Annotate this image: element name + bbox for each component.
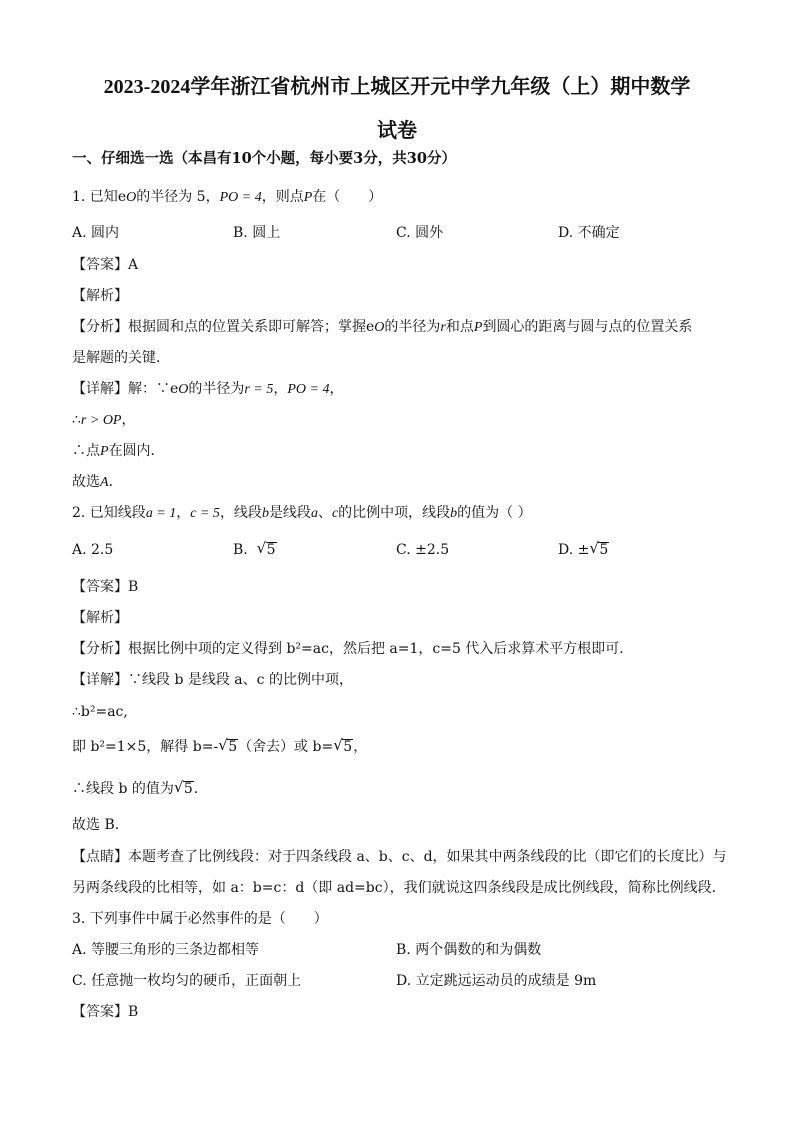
q2-option-b: B. √ 5	[233, 541, 277, 559]
q2-jiexi: 【解析】	[72, 610, 128, 626]
q2-xiangjie: 【详解】∵线段 b 是线段 a、c 的比例中项，	[72, 672, 353, 688]
sqrt-symbol: √ 5	[589, 541, 609, 559]
q2-option-d: D. ±√ 5	[558, 541, 609, 559]
q1-option-d: D. 不确定	[558, 225, 620, 241]
q1-conclusion: 故选A．	[72, 474, 123, 490]
q2-fenxi: 【分析】根据比例中项的定义得到 b²=ac，然后把 a=1，c=5 代入后求算术平方根即可．	[72, 641, 634, 657]
q1-jiexi: 【解析】	[72, 288, 128, 304]
document-title-line1: 2023-2024学年浙江省杭州市上城区开元中学九年级（上）期中数学	[103, 76, 691, 98]
q2-conclusion: 故选 B．	[72, 817, 129, 833]
section-heading: 一、仔细选一选（本昌有10个小题，每小要3分，共30分）	[72, 150, 456, 167]
q2-step2: 即 b²=1×5，解得 b=-√ 5（舍去）或 b=√ 5，	[72, 738, 367, 756]
q1-step2: ∴点P在圆内．	[72, 443, 165, 459]
document-title-line2: 试卷	[377, 120, 417, 142]
q2-stem: 2. 已知线段a = 1，c = 5，线段b是线段a、c的比例中项，线段b的值为（ ）	[72, 505, 532, 521]
q1-fenxi: 【分析】根据圆和点的位置关系即可解答；掌握eO的半径为r和点P到圆心的距离与圆与点的位置关系	[72, 319, 693, 335]
q3-option-c: C. 任意抛一枚均匀的硬币，正面朝上	[72, 973, 302, 989]
q2-answer: 【答案】B	[72, 579, 139, 595]
q2-option-c: C. ±2.5	[396, 542, 450, 558]
q3-option-d: D. 立定跳远运动员的成绩是 9m	[396, 973, 597, 989]
q1-option-c: C. 圆外	[396, 225, 444, 241]
q3-option-a: A. 等腰三角形的三条边都相等	[72, 942, 260, 958]
q2-step1: ∴b²=ac,	[72, 704, 128, 720]
q1-xiangjie: 【详解】解：∵eO的半径为r = 5，PO = 4，	[72, 381, 344, 397]
q1-answer: 【答案】A	[72, 257, 139, 273]
q1-step1: ∴r > OP，	[72, 412, 136, 428]
sqrt-symbol: √ 5	[174, 780, 194, 798]
q1-fenxi-line2: 是解题的关键．	[72, 350, 170, 366]
q1-stem: 1. 已知eO的半径为 5，PO = 4，则点P在（ ）	[72, 189, 383, 205]
sqrt-symbol: √ 5	[257, 541, 277, 559]
sqrt-symbol: √ 5	[218, 738, 238, 756]
q1-option-b: B. 圆上	[233, 225, 281, 241]
q3-option-b: B. 两个偶数的和为偶数	[396, 942, 542, 958]
q2-step3: ∴线段 b 的值为√ 5．	[72, 780, 208, 798]
sqrt-symbol: √ 5	[333, 738, 353, 756]
q2-option-a: A. 2.5	[72, 542, 114, 558]
q2-dianjing-line1: 【点睛】本题考查了比例线段：对于四条线段 a、b、c、d，如果其中两条线段的比（即它们的长度比）与	[72, 849, 727, 865]
q3-answer: 【答案】B	[72, 1004, 139, 1020]
q1-option-a: A. 圆内	[72, 225, 120, 241]
q2-dianjing-line2: 另两条线段的比相等，如 a：b=c：d（即 ad=bc），我们就说这四条线段是成比例线段，简称比例线段．	[72, 880, 726, 896]
q3-stem: 3. 下列事件中属于必然事件的是（ ）	[72, 911, 328, 927]
